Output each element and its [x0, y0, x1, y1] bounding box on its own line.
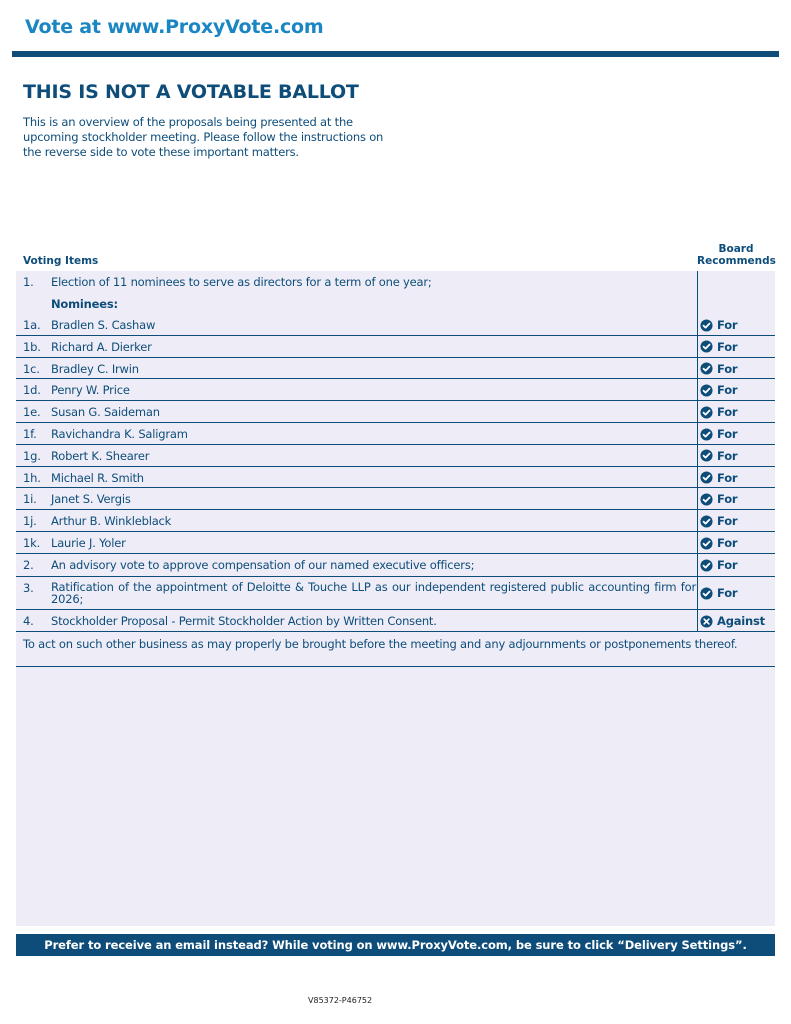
recommendation-label: Against [717, 614, 765, 628]
board-recommendation [700, 362, 737, 376]
recommendation-label: For [717, 383, 738, 398]
board-recommendation [700, 614, 765, 628]
check-circle-icon [700, 384, 713, 397]
nominee-number: 1g. [23, 448, 41, 463]
nominee-row [16, 510, 775, 532]
nominee-number: 1b. [23, 339, 41, 354]
nominee-name: Arthur B. Winkleblack [51, 514, 172, 529]
other-business-text: To act on such other business as may properly be brought before the meeting and any adjournments or postponements thereof. [23, 637, 738, 651]
x-circle-icon [700, 615, 713, 628]
item-number: 1. [23, 275, 34, 289]
board-recommendation [700, 586, 737, 600]
nominee-row [16, 445, 775, 467]
voting-item-4 [16, 610, 775, 632]
voting-item-2 [16, 555, 775, 577]
header-rule [12, 51, 779, 57]
board-label: Board [718, 243, 754, 255]
item-number: 3. [23, 581, 34, 595]
nominee-name: Robert K. Shearer [51, 448, 150, 463]
check-circle-icon [700, 471, 713, 484]
recommendation-label: For [717, 405, 738, 420]
voting-item-1 [16, 275, 775, 291]
column-header-board-recommends [697, 243, 775, 267]
recommendation-label: For [717, 448, 738, 463]
check-circle-icon [700, 537, 713, 550]
nominee-number: 1j. [23, 514, 37, 529]
recommendation-label: For [717, 318, 738, 332]
check-circle-icon [700, 340, 713, 353]
board-recommendation [700, 340, 737, 354]
check-circle-icon [700, 406, 713, 419]
nominee-row [16, 401, 775, 423]
nominee-name: Laurie J. Yoler [51, 536, 126, 550]
recommendation-label: For [717, 492, 738, 507]
check-circle-icon [700, 587, 713, 600]
nominee-name: Michael R. Smith [51, 470, 144, 485]
nominee-name: Susan G. Saideman [51, 405, 160, 420]
nominee-name: Bradley C. Irwin [51, 361, 139, 376]
board-recommendation [700, 383, 737, 397]
nominee-name: Bradlen S. Cashaw [51, 318, 156, 332]
control-number: V85372-P46752 [308, 996, 373, 1005]
check-circle-icon [700, 428, 713, 441]
board-recommendation [700, 471, 737, 485]
nominees-heading-row [16, 297, 775, 313]
nominee-name: Richard A. Dierker [51, 339, 152, 354]
recommendation-label: For [717, 586, 738, 600]
other-business-rule [16, 666, 775, 667]
item-number: 4. [23, 614, 34, 628]
check-circle-icon [700, 559, 713, 572]
nominee-name: Janet S. Vergis [51, 492, 131, 507]
check-circle-icon [700, 449, 713, 462]
item-text: Ratification of the appointment of Deloitte & Touche LLP as our independent registered public accounting firm for 2026; [51, 580, 696, 606]
email-delivery-banner: Prefer to receive an email instead? While voting on www.ProxyVote.com, be sure to click “Delivery Settings”. [16, 934, 775, 956]
board-recommendation [700, 449, 737, 463]
site-title: Vote at www.ProxyVote.com [25, 16, 324, 38]
check-circle-icon [700, 362, 713, 375]
item-text: An advisory vote to approve compensation of our named executive officers; [51, 558, 475, 572]
board-recommendation [700, 536, 737, 550]
nominee-number: 1k. [23, 536, 41, 550]
page-title: THIS IS NOT A VOTABLE BALLOT [23, 81, 359, 103]
nominee-row [16, 423, 775, 445]
board-recommendation [700, 514, 737, 528]
item-text: Stockholder Proposal - Permit Stockholder Action by Written Consent. [51, 614, 437, 628]
nominee-number: 1f. [23, 427, 37, 441]
check-circle-icon [700, 515, 713, 528]
recommendation-label: For [717, 558, 738, 572]
recommendation-label: For [717, 361, 738, 376]
board-recommendation [700, 492, 737, 506]
recommendation-label: For [717, 339, 738, 354]
nominee-row [16, 532, 775, 554]
check-circle-icon [700, 319, 713, 332]
check-circle-icon [700, 493, 713, 506]
board-recommendation [700, 318, 737, 332]
nominees-label: Nominees: [51, 297, 118, 311]
nominee-row [16, 314, 775, 336]
board-recommendation [700, 427, 737, 441]
board-recommendation [700, 405, 737, 419]
nominee-row [16, 336, 775, 358]
nominee-row [16, 379, 775, 401]
nominee-number: 1h. [23, 470, 41, 485]
nominee-number: 1c. [23, 361, 40, 376]
intro-text: This is an overview of the proposals being presented at the upcoming stockholder meeting. Please follow the instructions on the reverse side to vote these important matters. [23, 115, 384, 159]
board-recommendation [700, 558, 737, 572]
item-number: 2. [23, 558, 34, 572]
nominee-number: 1a. [23, 318, 41, 332]
recommendation-label: For [717, 514, 738, 529]
recommends-label: Recommends [697, 255, 776, 267]
voting-item-3 [16, 577, 775, 610]
recommendation-label: For [717, 536, 738, 550]
nominee-row [16, 467, 775, 489]
nominee-row [16, 488, 775, 510]
nominee-number: 1d. [23, 383, 41, 398]
column-header-voting-items: Voting Items [23, 255, 99, 267]
recommendation-label: For [717, 470, 738, 485]
nominee-number: 1i. [23, 492, 37, 507]
nominee-name: Ravichandra K. Saligram [51, 427, 188, 441]
nominee-name: Penry W. Price [51, 383, 130, 398]
recommendation-label: For [717, 427, 738, 441]
nominee-row [16, 358, 775, 380]
nominee-number: 1e. [23, 405, 41, 420]
item-text: Election of 11 nominees to serve as directors for a term of one year; [51, 275, 432, 289]
